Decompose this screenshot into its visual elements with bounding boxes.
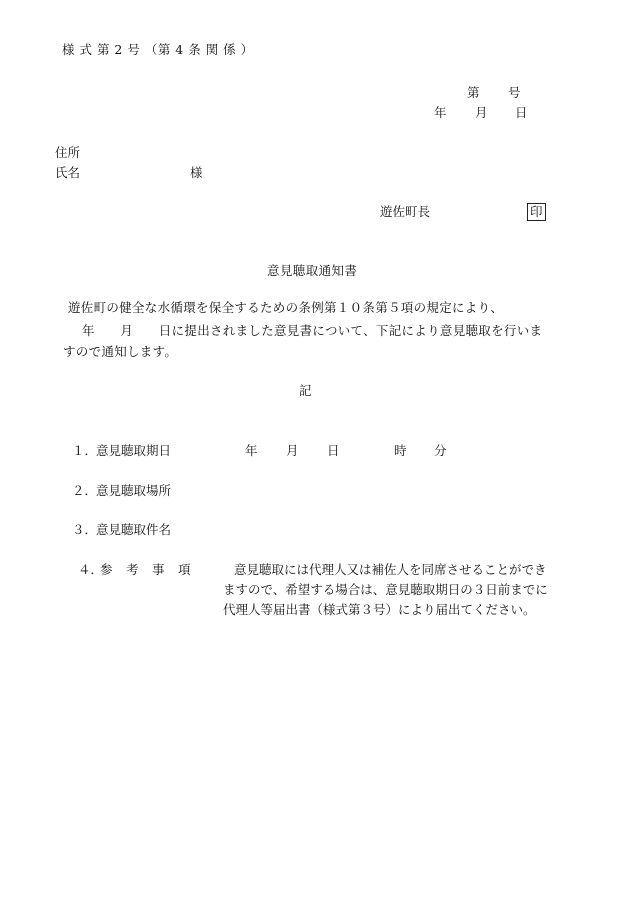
sender-title: 遊佐町長 — [380, 204, 431, 219]
item-2-number: ２． — [72, 483, 98, 498]
item-1-number: １． — [72, 443, 98, 458]
item-4-label: 参 考 事 項 — [100, 562, 192, 577]
item-2-label: 意見聴取場所 — [96, 483, 172, 498]
item-1-label: 意見聴取期日 — [96, 443, 172, 458]
date-month: 月 — [475, 105, 488, 120]
item-3-number: ３． — [72, 522, 98, 537]
item-4-note-line-3: 代理人等届出書（様式第３号）により届出てください。 — [223, 602, 536, 617]
item-4-number: ４． — [78, 562, 104, 577]
seal-mark: 印 — [527, 203, 546, 221]
item-4-note-line-2: ますので、希望する場合は、意見聴取期日の３日前までに — [223, 582, 548, 597]
honorific-sama: 様 — [190, 165, 203, 180]
seal-stamp — [527, 203, 546, 221]
item-1-year: 年 — [245, 443, 258, 458]
item-1-hour: 時 — [394, 443, 407, 458]
ki-marker: 記 — [299, 383, 312, 398]
document-number-suffix: 号 — [508, 85, 521, 100]
item-1-day: 日 — [327, 443, 340, 458]
item-3-label: 意見聴取件名 — [96, 522, 172, 537]
body-line-3: すので通知します。 — [63, 344, 178, 359]
document-title: 意見聴取通知書 — [267, 263, 358, 278]
item-1-month: 月 — [286, 443, 299, 458]
name-label: 氏名 — [55, 165, 81, 180]
body-line-2: 年 月 日に提出されました意見書について、下記により意見聴取を行いま — [82, 323, 543, 338]
date-year: 年 — [434, 105, 447, 120]
body-line-1: 遊佐町の健全な水循環を保全するための条例第１０条第５項の規定により、 — [68, 300, 504, 315]
date-day: 日 — [515, 105, 528, 120]
document-number-prefix: 第 — [467, 85, 480, 100]
item-4-note-line-1: 意見聴取には代理人又は補佐人を同席させることができ — [234, 562, 547, 577]
form-number-label: 様 式 第 2 号 （第 4 条 関 係 ） — [62, 42, 254, 57]
address-label: 住所 — [55, 145, 81, 160]
item-1-minute: 分 — [434, 443, 447, 458]
